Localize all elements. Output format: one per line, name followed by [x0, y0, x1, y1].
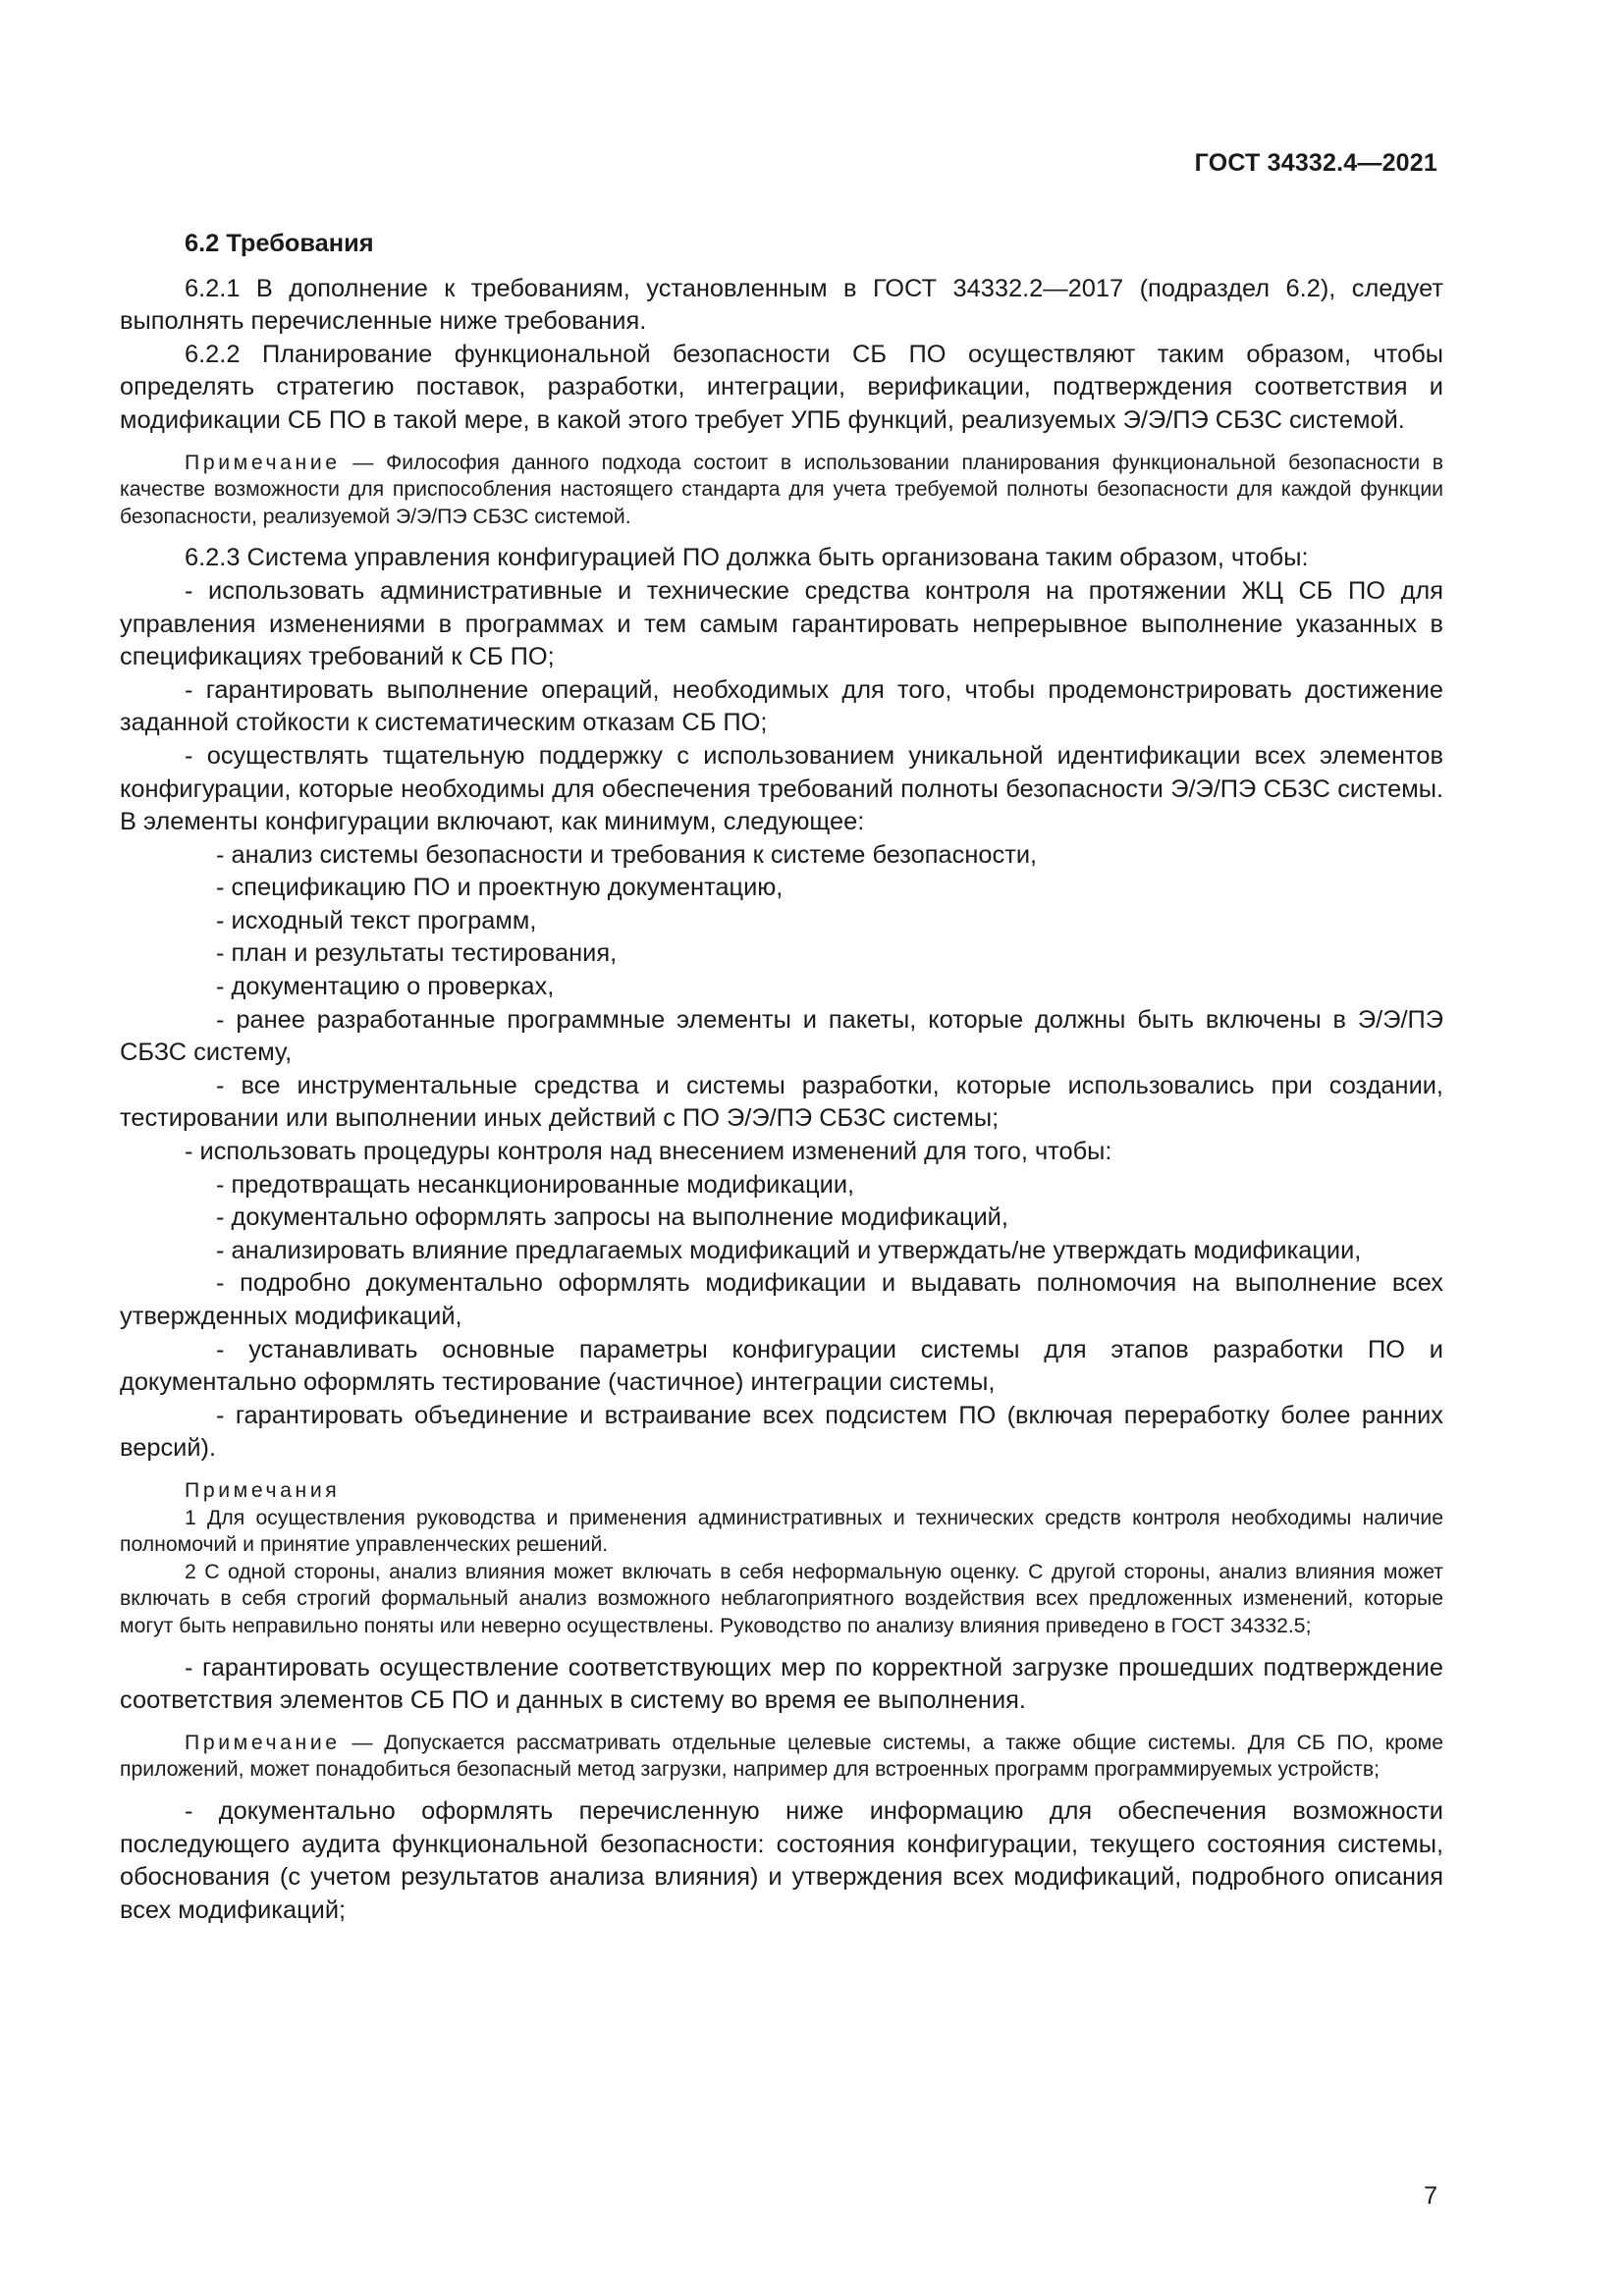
procedure-item: - подробно документально оформлять модификации и выдавать полномочия на выполнение всех утвержденных модификаций,	[120, 1269, 1443, 1330]
note-item: 2 С одной стороны, анализ влияния может включать в себя неформальную оценку. С другой стороны, анализ влияния может включать в себя строгий формальный анализ возможного неблагоприятного воздействия всех предложенных изменений, которые могут быть неправильно поняты или неверно осуществлены. Руководство по анализу влияния приведено в ГОСТ 34332.5;	[120, 1560, 1443, 1637]
procedure-item: - документально оформлять запросы на выполнение модификаций,	[216, 1203, 1008, 1232]
note-text: — Допускается рассматривать отдельные целевые системы, а также общие системы. Для СБ ПО, кроме приложений, может понадобиться безопасный метод загрузки, например для встроенных программ программируемых устройств;	[120, 1731, 1443, 1782]
note-item: 1 Для осуществления руководства и применения административных и технических средств контроля необходимы наличие полномочий и принятие управленческих решений.	[120, 1506, 1443, 1557]
note-3	[120, 1730, 1443, 1784]
page-number: 7	[1424, 2182, 1437, 2210]
procedure-item: - устанавливать основные параметры конфигурации системы для этапов разработки ПО и документально оформлять тестирование (частичное) интеграции системы,	[120, 1335, 1443, 1397]
config-element-item: - документацию о проверках,	[216, 973, 555, 1001]
procedure-item: - предотвращать несанкционированные модификации,	[216, 1170, 855, 1199]
list-item: - гарантировать осуществление соответствующих мер по корректной загрузке прошедших подтверждение соответствия элементов СБ ПО и данных в систему во время ее выполнения.	[120, 1653, 1443, 1715]
list-item: - осуществлять тщательную поддержку с использованием уникальной идентификации всех элементов конфигурации, которые необходимы для обеспечения требований полноты безопасности Э/Э/ПЭ СБЗС системы. В элементы конфигурации включают, как минимум, следующее:	[120, 741, 1443, 836]
config-element-item: - спецификацию ПО и проектную документацию,	[216, 874, 784, 902]
paragraph-6-2-3: 6.2.3 Система управления конфигурацией ПО должка быть организована таким образом, чтобы:	[185, 544, 1309, 572]
document-header: ГОСТ 34332.4—2021	[1194, 149, 1437, 177]
note-label: Примечание	[185, 451, 341, 474]
config-element-item: - анализ системы безопасности и требования к системе безопасности,	[216, 840, 1038, 869]
procedure-item: - гарантировать объединение и встраивание всех подсистем ПО (включая переработку более ранних версий).	[120, 1401, 1443, 1463]
list-item: - использовать административные и технические средства контроля на протяжении ЖЦ СБ ПО для управления изменениями в программах и тем самым гарантировать непрерывное выполнение указанных в спецификациях требований к СБ ПО;	[120, 576, 1443, 671]
config-element-item: - все инструментальные средства и системы разработки, которые использовались при создании, тестировании или выполнении иных действий с ПО Э/Э/ПЭ СБЗС системы;	[120, 1071, 1443, 1133]
notes-block	[120, 1477, 1443, 1640]
notes-heading: Примечания	[185, 1478, 341, 1502]
document-body	[120, 228, 1443, 1927]
config-element-item: - ранее разработанные программные элементы и пакеты, которые должны быть включены в Э/Э/ПЭ СБЗС систему,	[120, 1005, 1443, 1067]
list-item: - документально оформлять перечисленную ниже информацию для обеспечения возможности последующего аудита функциональной безопасности: состояния конфигурации, текущего состояния системы, обоснования (с учетом результатов анализа влияния) и утверждения всех модификаций, подробного описания всех модификаций;	[120, 1796, 1443, 1924]
note-1	[120, 450, 1443, 531]
config-element-item: - исходный текст программ,	[216, 906, 537, 934]
section-title: 6.2 Требования	[185, 230, 374, 257]
list-item: - использовать процедуры контроля над внесением изменений для того, чтобы:	[185, 1138, 1112, 1166]
paragraph-6-2-2: 6.2.2 Планирование функциональной безопасности СБ ПО осуществляют таким образом, чтобы определять стратегию поставок, разработки, интеграции, верификации, подтверждения соответствия и модификации СБ ПО в такой мере, в какой этого требует УПБ функций, реализуемых Э/Э/ПЭ СБЗС системой.	[120, 340, 1443, 434]
note-label: Примечание	[185, 1731, 341, 1754]
list-item: - гарантировать выполнение операций, необходимых для того, чтобы продемонстрировать достижение заданной стойкости к систематическим отказам СБ ПО;	[120, 675, 1443, 737]
paragraph-6-2-1: 6.2.1 В дополнение к требованиям, установленным в ГОСТ 34332.2—2017 (подраздел 6.2), следует выполнять перечисленные ниже требования.	[120, 274, 1443, 336]
procedure-item: - анализировать влияние предлагаемых модификаций и утверждать/не утверждать модификации,	[216, 1236, 1362, 1264]
note-text: — Философия данного подхода состоит в использовании планирования функциональной безопасности в качестве возможности для приспособления настоящего стандарта для учета требуемой полноты безопасности для каждой функции безопасности, реализуемой Э/Э/ПЭ СБЗС системой.	[120, 451, 1443, 528]
config-element-item: - план и результаты тестирования,	[216, 939, 618, 968]
